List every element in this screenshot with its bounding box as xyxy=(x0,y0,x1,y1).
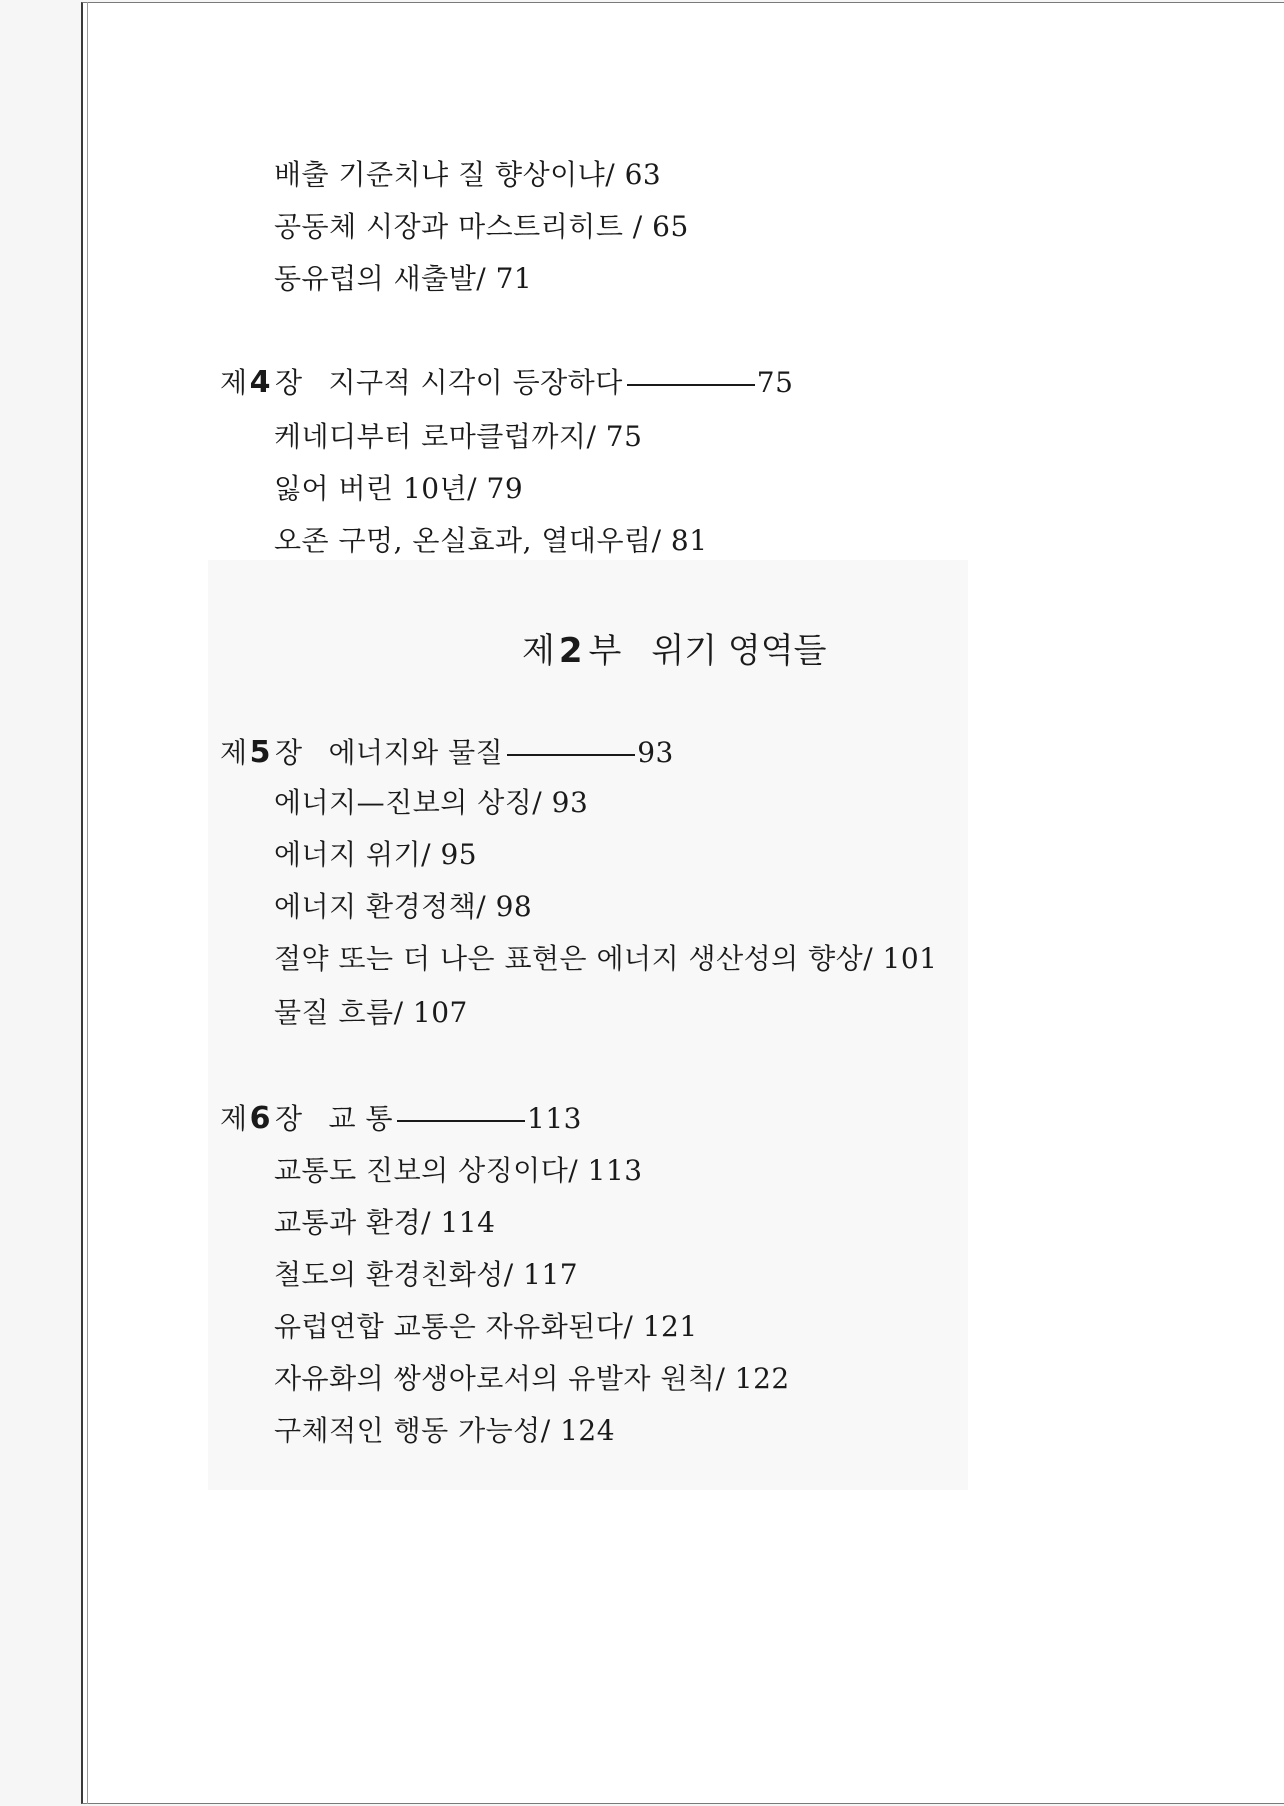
toc-entry-title: 공동체 시장과 마스트리히트 xyxy=(274,210,624,243)
toc-entry-page: / 95 xyxy=(421,838,478,871)
toc-entry xyxy=(274,942,938,976)
toc-entry-title: 철도의 환경친화성 xyxy=(274,1258,504,1291)
toc-entry xyxy=(274,472,523,506)
chapter-number: 5 xyxy=(249,735,271,770)
toc-entry xyxy=(274,1154,643,1188)
toc-entry-page: / 117 xyxy=(503,1258,579,1291)
chapter-prefix: 제 xyxy=(220,1102,248,1135)
toc-entry-page: / 101 xyxy=(863,942,938,975)
part-title: 위기 영역들 xyxy=(651,631,827,671)
chapter-page: 113 xyxy=(527,1102,582,1135)
toc-entry-title: 에너지—진보의 상징 xyxy=(274,786,533,819)
toc-entry-page: / 75 xyxy=(586,420,643,453)
toc-entry xyxy=(274,262,532,296)
toc-entry-page: / 93 xyxy=(532,786,589,819)
chapter-title: 지구적 시각이 등장하다 xyxy=(328,366,623,399)
toc-entry xyxy=(274,210,689,244)
toc-entry-title: 절약 또는 더 나은 표현은 에너지 생산성의 향상 xyxy=(274,942,864,975)
toc-entry-page: / 114 xyxy=(421,1206,496,1239)
toc-entry-page: / 65 xyxy=(632,210,689,243)
toc-entry-title: 배출 기준치냐 질 향상이냐 xyxy=(274,158,606,191)
toc-entry xyxy=(274,1310,698,1344)
leader-rule xyxy=(507,754,635,756)
toc-entry-title: 교통과 환경 xyxy=(274,1206,422,1239)
toc-entry xyxy=(274,838,477,872)
leader-rule xyxy=(627,384,755,386)
toc-entry xyxy=(274,1206,495,1240)
toc-entry-page: / 113 xyxy=(568,1154,643,1187)
chapter-suffix: 장 xyxy=(274,736,303,769)
page-edge-line xyxy=(87,2,88,1804)
part-suffix: 부 xyxy=(588,631,622,671)
toc-entry-title: 자유화의 쌍생아로서의 유발자 원칙 xyxy=(274,1362,716,1395)
toc-entry-page: / 81 xyxy=(651,524,708,557)
chapter-prefix: 제 xyxy=(220,736,248,769)
chapter-prefix: 제 xyxy=(220,366,248,399)
toc-entry xyxy=(274,890,532,924)
toc-entry-title: 유럽연합 교통은 자유화된다 xyxy=(274,1310,624,1343)
chapter-heading-4 xyxy=(220,366,793,400)
toc-entry-title: 오존 구멍, 온실효과, 열대우림 xyxy=(274,524,652,557)
toc-entry-page: / 124 xyxy=(540,1414,616,1447)
toc-entry-page: / 98 xyxy=(476,890,533,923)
toc-entry-title: 교통도 진보의 상징이다 xyxy=(274,1154,569,1187)
part-prefix: 제 xyxy=(522,631,555,671)
toc-entry xyxy=(274,1362,790,1396)
toc-entry-page: / 63 xyxy=(605,158,662,191)
chapter-page: 93 xyxy=(637,736,674,769)
part-number: 2 xyxy=(558,631,583,671)
chapter-suffix: 장 xyxy=(274,366,303,399)
leader-rule xyxy=(397,1120,525,1122)
chapter-title: 에너지와 물질 xyxy=(328,736,504,769)
toc-entry-title: 에너지 위기 xyxy=(274,838,422,871)
chapter-number: 4 xyxy=(249,365,271,400)
toc-entry xyxy=(274,158,661,192)
toc-entry xyxy=(274,786,588,820)
chapter-heading-5 xyxy=(220,736,674,770)
chapter-suffix: 장 xyxy=(274,1102,303,1135)
toc-entry-title: 잃어 버린 10년 xyxy=(274,472,468,505)
chapter-heading-6 xyxy=(220,1102,582,1136)
toc-entry-title: 물질 흐름 xyxy=(274,996,394,1029)
toc-entry-page: / 79 xyxy=(467,472,524,505)
toc-entry-title: 케네디부터 로마클럽까지 xyxy=(274,420,587,453)
toc-entry-page: / 121 xyxy=(623,1310,698,1343)
toc-entry-page: / 71 xyxy=(476,262,533,295)
toc-entry xyxy=(274,524,708,558)
chapter-page: 75 xyxy=(756,366,794,399)
toc-entry xyxy=(274,420,642,454)
chapter-title: 교 통 xyxy=(328,1102,393,1135)
toc-entry-page: / 107 xyxy=(393,996,468,1029)
toc-entry xyxy=(274,996,468,1030)
chapter-number: 6 xyxy=(249,1101,271,1136)
part-heading-2 xyxy=(522,631,826,671)
toc-entry-title: 에너지 환경정책 xyxy=(274,890,477,923)
toc-entry-title: 동유럽의 새출발 xyxy=(274,262,477,295)
toc-entry-title: 구체적인 행동 가능성 xyxy=(274,1414,541,1447)
toc-entry xyxy=(274,1258,578,1292)
toc-entry-page: / 122 xyxy=(715,1362,790,1395)
toc-entry xyxy=(274,1414,615,1448)
